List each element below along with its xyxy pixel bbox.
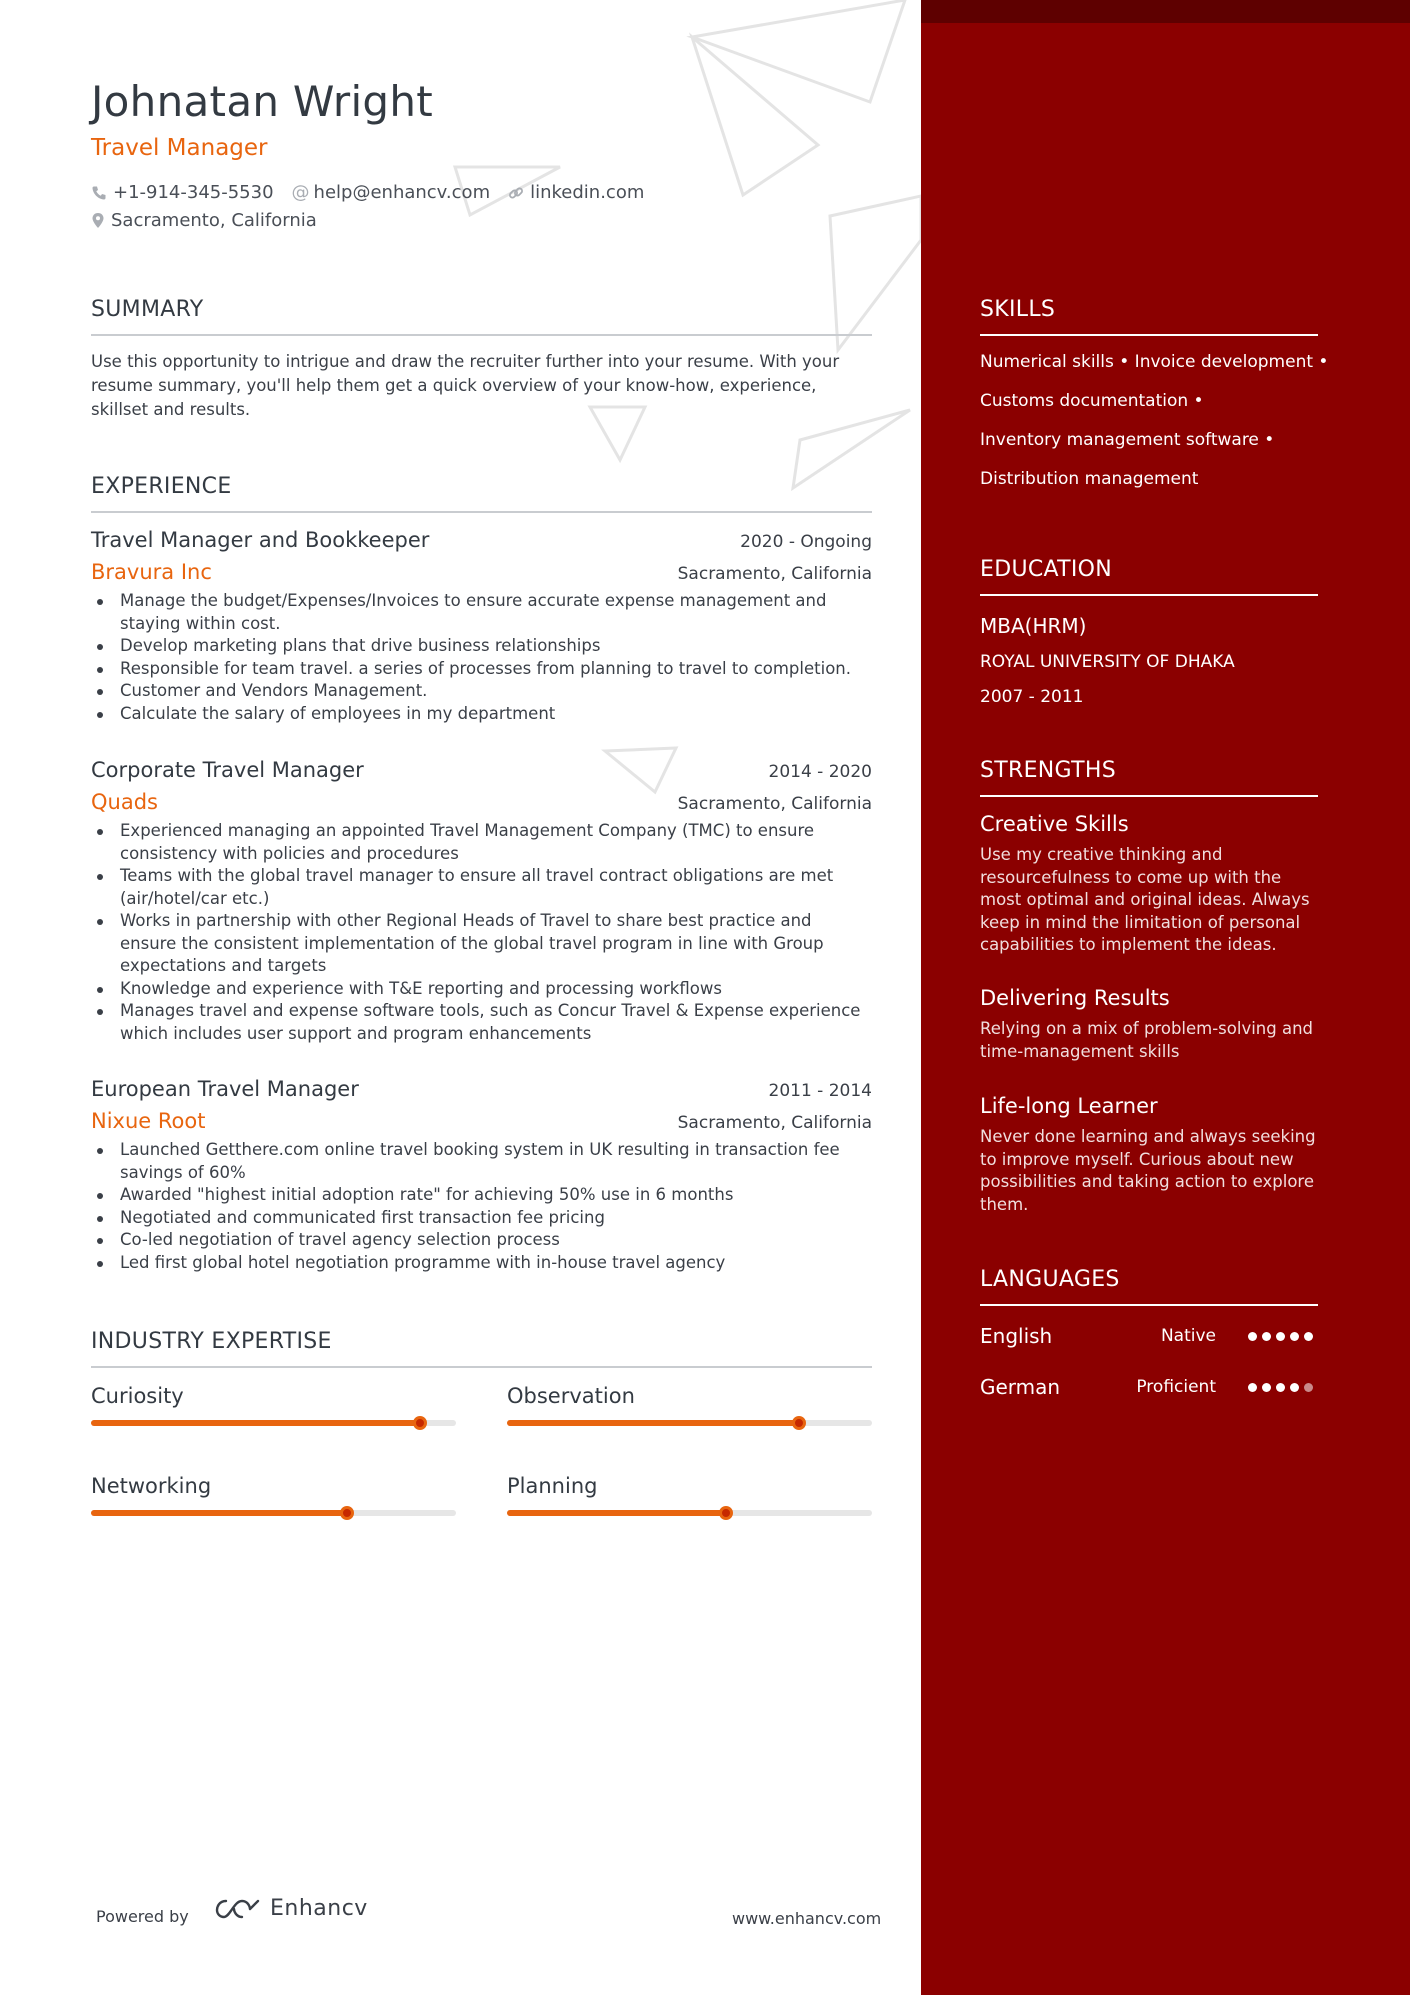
language-dot-filled bbox=[1304, 1332, 1313, 1341]
strength-item bbox=[980, 1094, 1318, 1216]
expertise-knob bbox=[792, 1416, 806, 1430]
expertise-label: Planning bbox=[507, 1474, 598, 1498]
sidebar bbox=[921, 0, 1410, 1995]
skills-heading: SKILLS bbox=[980, 297, 1318, 336]
language-dot-filled bbox=[1248, 1332, 1257, 1341]
expertise-label: Observation bbox=[507, 1384, 635, 1408]
job-bullets bbox=[91, 590, 872, 725]
strength-description: Use my creative thinking and resourcefulness to come up with the most optimal and original ideas. Always keep in mind the limitation of personal capabilities to implement the ideas. bbox=[980, 845, 1310, 954]
job-bullet: Negotiated and communicated first transaction fee pricing bbox=[91, 1207, 872, 1230]
language-name: German bbox=[980, 1375, 1061, 1399]
contact-row bbox=[91, 182, 662, 203]
expertise-label: Curiosity bbox=[91, 1384, 184, 1408]
expertise-knob bbox=[719, 1506, 733, 1520]
job-bullet: Knowledge and experience with T&E reporting and processing workflows bbox=[91, 978, 872, 1001]
experience-heading: EXPERIENCE bbox=[91, 474, 872, 513]
expertise-item bbox=[91, 1384, 456, 1426]
job-bullet: Led first global hotel negotiation programme with in-house travel agency bbox=[91, 1252, 872, 1275]
footer-powered-by: Powered by bbox=[96, 1907, 189, 1926]
strength-item bbox=[980, 986, 1318, 1063]
language-dot-filled bbox=[1290, 1332, 1299, 1341]
strength-title: Creative Skills bbox=[980, 812, 1129, 836]
enhancv-logo-icon bbox=[214, 1897, 262, 1921]
enhancv-logo[interactable] bbox=[214, 1896, 368, 1921]
job-entry bbox=[91, 528, 872, 725]
job-bullet: Experienced managing an appointed Travel Management Company (TMC) to ensure consistency with policies and procedures bbox=[91, 820, 872, 865]
language-level: Native bbox=[1160, 1326, 1216, 1346]
skill-line: Distribution management bbox=[980, 469, 1199, 489]
languages-heading: LANGUAGES bbox=[980, 1267, 1318, 1306]
job-role: European Travel Manager bbox=[91, 1077, 359, 1101]
link-text[interactable]: linkedin.com bbox=[530, 182, 645, 203]
at-icon: @ bbox=[291, 182, 310, 203]
strengths-heading: STRENGTHS bbox=[980, 758, 1318, 797]
language-dot-filled bbox=[1262, 1383, 1271, 1392]
expertise-bar bbox=[507, 1510, 872, 1516]
link-icon bbox=[508, 185, 524, 201]
candidate-name: Johnatan Wright bbox=[91, 77, 434, 126]
expertise-label: Networking bbox=[91, 1474, 212, 1498]
phone-text: +1-914-345-5530 bbox=[113, 182, 274, 203]
job-bullet: Manage the budget/Expenses/Invoices to ensure accurate expense management and staying within cost. bbox=[91, 590, 872, 635]
expertise-knob bbox=[340, 1506, 354, 1520]
strength-description: Never done learning and always seeking to improve myself. Curious about new possibilities and taking action to explore them. bbox=[980, 1127, 1316, 1214]
education-school: ROYAL UNIVERSITY OF DHAKA bbox=[980, 652, 1235, 672]
language-dot-filled bbox=[1276, 1332, 1285, 1341]
expertise-item bbox=[91, 1474, 456, 1516]
education-years: 2007 - 2011 bbox=[980, 687, 1084, 707]
job-location: Sacramento, California bbox=[677, 794, 872, 814]
job-bullet: Customer and Vendors Management. bbox=[91, 680, 872, 703]
language-dot-empty bbox=[1304, 1383, 1313, 1392]
phone-icon bbox=[91, 185, 107, 201]
job-bullet: Develop marketing plans that drive business relationships bbox=[91, 635, 872, 658]
summary-heading: SUMMARY bbox=[91, 297, 872, 336]
job-date: 2014 - 2020 bbox=[768, 762, 872, 782]
job-location: Sacramento, California bbox=[677, 564, 872, 584]
contact-location bbox=[91, 210, 317, 231]
expertise-bar bbox=[91, 1420, 456, 1426]
expertise-fill bbox=[507, 1420, 799, 1426]
summary-text: Use this opportunity to intrigue and draw the recruiter further into your resume. With your resume summary, you'll help them get a quick overview of your know-how, experience, skillset and results. bbox=[91, 352, 840, 419]
job-role: Travel Manager and Bookkeeper bbox=[91, 528, 430, 552]
location-row bbox=[91, 210, 335, 231]
enhancv-logo-text: Enhancv bbox=[270, 1896, 368, 1921]
strength-title: Life-long Learner bbox=[980, 1094, 1158, 1118]
contact-email[interactable] bbox=[292, 182, 491, 203]
language-level: Proficient bbox=[1136, 1377, 1216, 1397]
job-date: 2020 - Ongoing bbox=[740, 532, 872, 552]
job-bullet: Teams with the global travel manager to ensure all travel contract obligations are met (air/hotel/car etc.) bbox=[91, 865, 872, 910]
job-bullets bbox=[91, 820, 872, 1045]
education-degree: MBA(HRM) bbox=[980, 614, 1087, 638]
expertise-bar bbox=[91, 1510, 456, 1516]
job-bullet: Manages travel and expense software tools, such as Concur Travel & Expense experience which includes user support and program enhancements bbox=[91, 1000, 872, 1045]
expertise-item bbox=[507, 1474, 872, 1516]
strength-description: Relying on a mix of problem-solving and time-management skills bbox=[980, 1019, 1314, 1061]
language-dot-filled bbox=[1262, 1332, 1271, 1341]
expertise-fill bbox=[507, 1510, 726, 1516]
contact-link[interactable] bbox=[508, 182, 644, 203]
job-location: Sacramento, California bbox=[677, 1113, 872, 1133]
job-bullet: Calculate the salary of employees in my department bbox=[91, 703, 872, 726]
skill-line: Numerical skills • Invoice development • bbox=[980, 352, 1329, 372]
strength-item bbox=[980, 812, 1318, 957]
language-name: English bbox=[980, 1324, 1053, 1348]
job-role: Corporate Travel Manager bbox=[91, 758, 364, 782]
expertise-item bbox=[507, 1384, 872, 1426]
job-entry bbox=[91, 1077, 872, 1274]
expertise-fill bbox=[91, 1510, 347, 1516]
skill-line: Customs documentation • bbox=[980, 391, 1204, 411]
language-dots bbox=[1248, 1383, 1318, 1392]
job-company: Bravura Inc bbox=[91, 560, 212, 584]
location-text: Sacramento, California bbox=[111, 210, 317, 231]
skill-line: Inventory management software • bbox=[980, 430, 1275, 450]
job-bullet: Works in partnership with other Regional Heads of Travel to share best practice and ensure the consistent implementation of the global travel program in line with Group expectations and targets bbox=[91, 910, 872, 978]
job-bullet: Responsible for team travel. a series of processes from planning to travel to completion. bbox=[91, 658, 872, 681]
sidebar-top-bar bbox=[921, 0, 1410, 23]
language-dot-filled bbox=[1276, 1383, 1285, 1392]
job-entry bbox=[91, 758, 872, 1045]
language-row bbox=[980, 1324, 1318, 1348]
job-bullet: Launched Getthere.com online travel booking system in UK resulting in transaction fee savings of 60% bbox=[91, 1139, 872, 1184]
language-dots bbox=[1248, 1332, 1318, 1341]
language-dot-filled bbox=[1290, 1383, 1299, 1392]
job-company: Quads bbox=[91, 790, 158, 814]
language-row bbox=[980, 1375, 1318, 1399]
expertise-heading: INDUSTRY EXPERTISE bbox=[91, 1329, 872, 1368]
expertise-bar bbox=[507, 1420, 872, 1426]
education-heading: EDUCATION bbox=[980, 557, 1318, 596]
email-text[interactable]: help@enhancv.com bbox=[313, 182, 491, 203]
job-bullet: Awarded "highest initial adoption rate" for achieving 50% use in 6 months bbox=[91, 1184, 872, 1207]
footer-url[interactable]: www.enhancv.com bbox=[732, 1909, 882, 1928]
contact-phone bbox=[91, 182, 274, 203]
expertise-knob bbox=[413, 1416, 427, 1430]
job-bullet: Co-led negotiation of travel agency selection process bbox=[91, 1229, 872, 1252]
language-dot-filled bbox=[1248, 1383, 1257, 1392]
expertise-fill bbox=[91, 1420, 420, 1426]
candidate-title: Travel Manager bbox=[91, 135, 268, 161]
location-pin-icon bbox=[91, 212, 105, 229]
job-date: 2011 - 2014 bbox=[768, 1081, 872, 1101]
job-company: Nixue Root bbox=[91, 1109, 206, 1133]
job-bullets bbox=[91, 1139, 872, 1274]
strength-title: Delivering Results bbox=[980, 986, 1170, 1010]
